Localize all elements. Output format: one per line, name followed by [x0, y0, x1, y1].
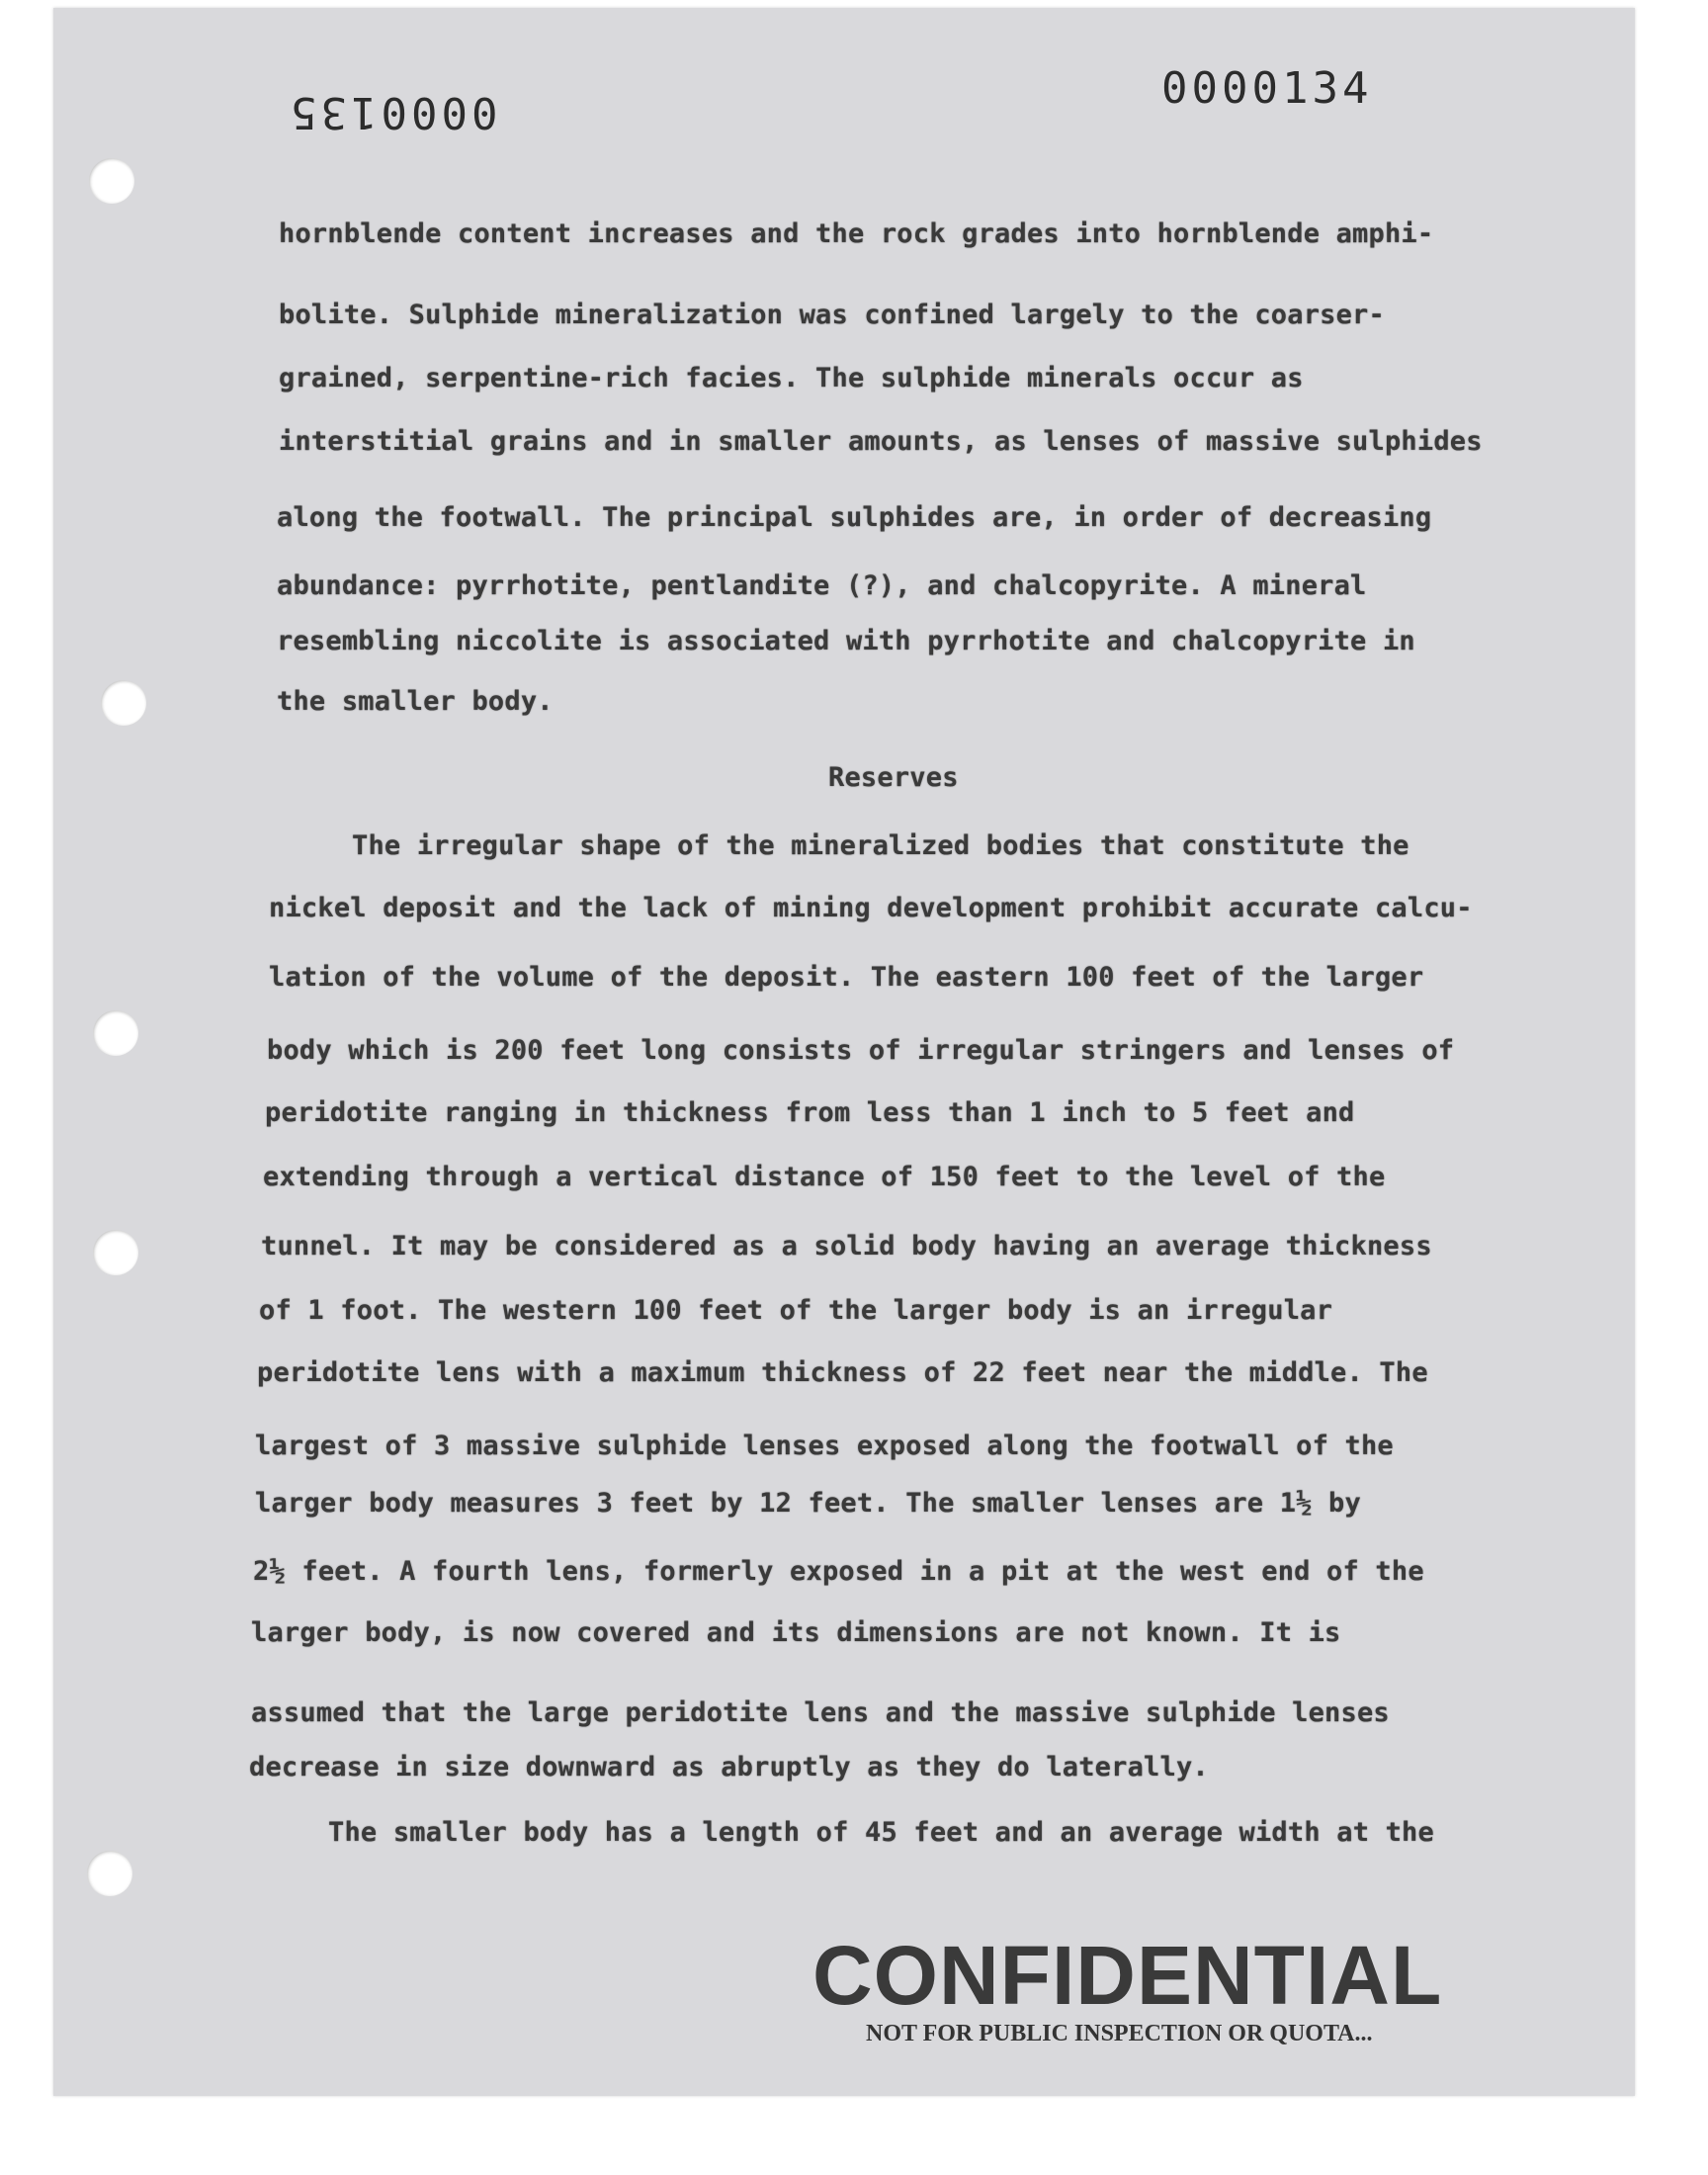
body-text-line: nickel deposit and the lack of mining development prohibit accurate calcu- [269, 893, 1473, 923]
body-text-line: extending through a vertical distance of 150 feet to the level of the [263, 1162, 1386, 1192]
body-text-line: along the footwall. The principal sulphides are, in order of decreasing [277, 502, 1432, 533]
body-text-line: The irregular shape of the mineralized bodies that constitute the [352, 830, 1409, 861]
body-text-line: body which is 200 feet long consists of irregular stringers and lenses of [267, 1035, 1455, 1066]
body-text-line: larger body, is now covered and its dimensions are not known. It is [251, 1617, 1341, 1648]
body-text-line: larger body measures 3 feet by 12 feet. The smaller lenses are 1½ by [255, 1488, 1361, 1519]
body-text-line: interstitial grains and in smaller amounts, as lenses of massive sulphides [279, 426, 1483, 457]
body-text-line: of 1 foot. The western 100 feet of the larger body is an irregular [259, 1295, 1333, 1326]
body-text-line: peridotite ranging in thickness from less than 1 inch to 5 feet and [265, 1097, 1355, 1128]
body-text-line: largest of 3 massive sulphide lenses exposed along the footwall of the [255, 1431, 1394, 1461]
body-text-line: 2½ feet. A fourth lens, formerly exposed in a pit at the west end of the [253, 1556, 1424, 1587]
page-number: 0000134 [1161, 63, 1373, 114]
punch-hole [101, 680, 146, 726]
body-text-line: abundance: pyrrhotite, pentlandite (?), and chalcopyrite. A mineral [277, 570, 1367, 601]
body-text-line: bolite. Sulphide mineralization was confined largely to the coarser- [279, 300, 1385, 330]
punch-hole [93, 1010, 138, 1056]
page-number-upside-down: 0000135 [287, 87, 498, 137]
punch-hole [87, 1851, 132, 1896]
body-text-line: decrease in size downward as abruptly as they do laterally. [249, 1752, 1209, 1783]
body-text-line: resembling niccolite is associated with pyrrhotite and chalcopyrite in [277, 626, 1415, 656]
section-heading: Reserves [828, 762, 959, 793]
confidential-stamp-subline: NOT FOR PUBLIC INSPECTION OR QUOTA... [866, 2021, 1373, 2046]
body-text-line: the smaller body. [277, 686, 554, 717]
body-text-line: The smaller body has a length of 45 feet and an average width at the [328, 1817, 1434, 1848]
body-text-line: lation of the volume of the deposit. The eastern 100 feet of the larger [269, 962, 1424, 993]
confidential-stamp: CONFIDENTIAL [812, 1929, 1443, 2022]
body-text-line: hornblende content increases and the rock grades into hornblende amphi- [279, 218, 1434, 249]
body-text-line: peridotite lens with a maximum thickness of 22 feet near the middle. The [257, 1357, 1428, 1388]
body-text-line: assumed that the large peridotite lens and the massive sulphide lenses [251, 1697, 1390, 1728]
body-text-line: grained, serpentine-rich facies. The sulphide minerals occur as [279, 363, 1304, 393]
punch-hole [93, 1230, 138, 1275]
body-text-line: tunnel. It may be considered as a solid body having an average thickness [261, 1231, 1432, 1262]
punch-hole [89, 158, 134, 204]
